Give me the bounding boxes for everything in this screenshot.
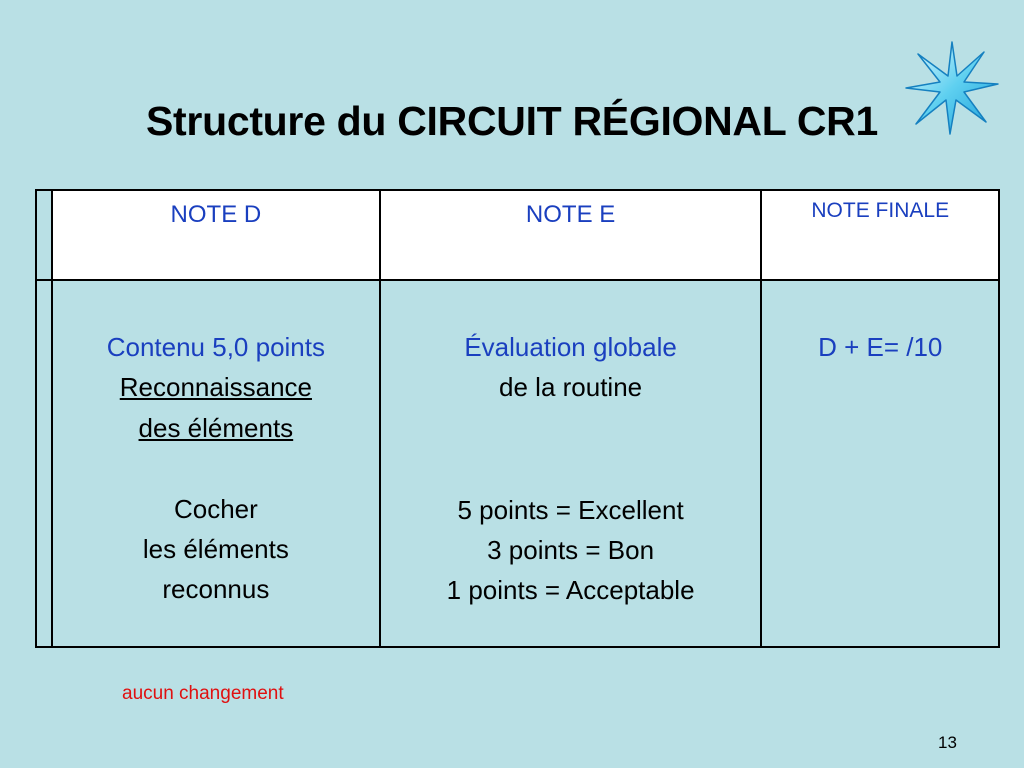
footnote: aucun changement [122, 683, 284, 704]
side-cell [36, 280, 52, 647]
header-note-e [380, 190, 762, 280]
header-note-e-label: NOTE E [525, 201, 616, 228]
table-header-row [36, 190, 999, 280]
note-d-reconnaissance-line1: Reconnaissance [119, 372, 312, 403]
note-e-score-1: 5 points = Excellent [457, 494, 684, 525]
side-cell [36, 190, 52, 280]
note-d-reconnaissance-line2: des éléments [138, 412, 294, 443]
note-e-cell [380, 280, 762, 647]
slide-title: Structure du CIRCUIT RÉGIONAL CR1 [146, 98, 878, 144]
table-body-row [36, 280, 999, 647]
scoring-table [35, 189, 1000, 648]
header-note-finale-label: NOTE FINALE [811, 199, 950, 222]
note-d-cocher-line1: Cocher [173, 493, 258, 524]
note-d-cell [52, 280, 380, 647]
note-d-cocher-line2: les éléments [142, 534, 289, 565]
note-e-score-2: 3 points = Bon [487, 534, 655, 565]
note-e-score-3: 1 points = Acceptable [446, 575, 695, 606]
note-finale-cell [761, 280, 999, 647]
note-d-contenu: Contenu 5,0 points [106, 332, 325, 362]
note-finale-formula: D + E= /10 [818, 332, 943, 362]
note-e-evaluation: Évaluation globale [464, 332, 677, 362]
note-d-cocher-line3: reconnus [162, 574, 270, 605]
header-note-finale [761, 190, 999, 280]
header-note-d-label: NOTE D [170, 201, 262, 228]
note-e-routine: de la routine [499, 372, 643, 403]
header-note-d [52, 190, 380, 280]
star-icon [904, 40, 1000, 136]
page-number: 13 [938, 733, 957, 752]
